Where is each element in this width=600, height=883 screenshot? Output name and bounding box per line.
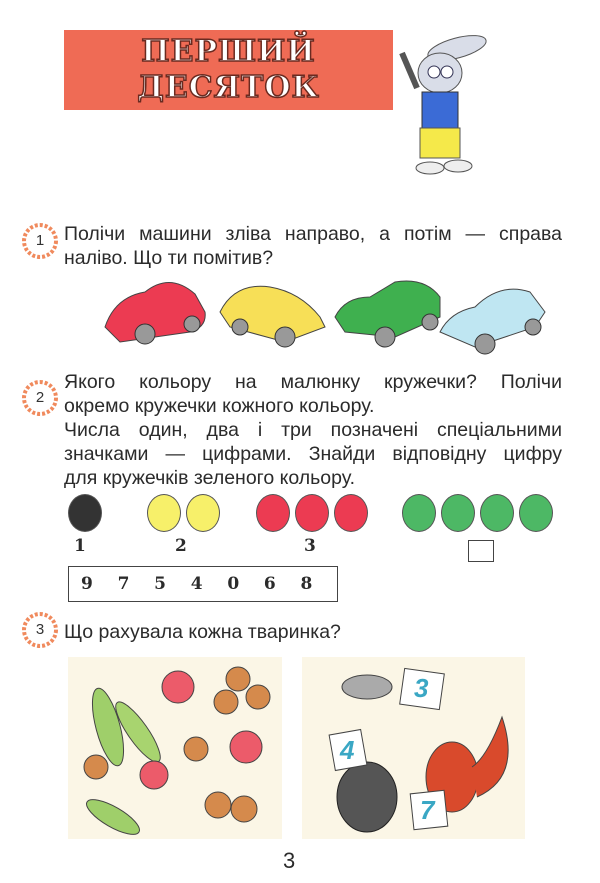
circle-1 — [186, 494, 220, 532]
circle-2 — [334, 494, 368, 532]
car-red — [105, 282, 205, 344]
group-label-3: 3 — [304, 536, 316, 556]
answer-box[interactable] — [468, 540, 494, 562]
circle-2 — [295, 494, 329, 532]
task2-line: для кружечків зеленого кольору. — [64, 467, 355, 489]
circle-3 — [402, 494, 436, 532]
page-number: 3 — [283, 848, 296, 873]
squirrel-number-card: 7 — [420, 795, 435, 825]
car-green — [335, 281, 440, 347]
cars-illustration — [95, 272, 555, 362]
digit: 7 — [117, 574, 130, 594]
task2-line: значками — цифрами. Знайди відповідну цифру — [64, 443, 562, 465]
circle-3 — [480, 494, 514, 532]
task2-line: окремо кружечки кожного кольору. — [64, 395, 375, 417]
task-number-2: 2 — [35, 389, 45, 406]
task2-line: Числа один, два і три позначені спеціальними — [64, 419, 562, 441]
car-yellow — [220, 286, 325, 347]
circle-3 — [441, 494, 475, 532]
car-light-blue — [440, 289, 545, 354]
title-line-2: ДЕСЯТОК — [137, 70, 320, 105]
digit: 8 — [300, 574, 313, 594]
plants-illustration — [68, 657, 282, 839]
rabbit-illustration — [392, 28, 502, 183]
animals-illustration — [302, 657, 525, 839]
digit: 6 — [263, 574, 276, 594]
task2-line: Якого кольору на малюнку кружечки? Полічи — [64, 371, 562, 393]
circle-1 — [147, 494, 181, 532]
digits-box — [68, 566, 338, 602]
digit: 5 — [154, 574, 166, 594]
group-label-1: 1 — [74, 536, 86, 556]
circle-2 — [256, 494, 290, 532]
circle-0 — [68, 494, 102, 532]
task-number-3: 3 — [35, 621, 45, 638]
digit: 0 — [227, 574, 240, 594]
group-label-2: 2 — [175, 536, 187, 556]
task1-line: наліво. Що ти помітив? — [64, 247, 274, 269]
task1-line: Полічи машини зліва направо, а потім — справа — [64, 223, 562, 245]
title-line-1: ПЕРШИЙ — [141, 34, 316, 69]
task-number-1: 1 — [35, 232, 45, 249]
mouse-number-card: 3 — [414, 673, 429, 703]
task3-text: Що рахувала кожна тваринка? — [64, 621, 341, 643]
circle-3 — [519, 494, 553, 532]
title-banner — [64, 30, 393, 110]
hedgehog-number-card: 4 — [340, 735, 355, 765]
digit: 9 — [81, 574, 93, 594]
digit: 4 — [190, 574, 203, 594]
